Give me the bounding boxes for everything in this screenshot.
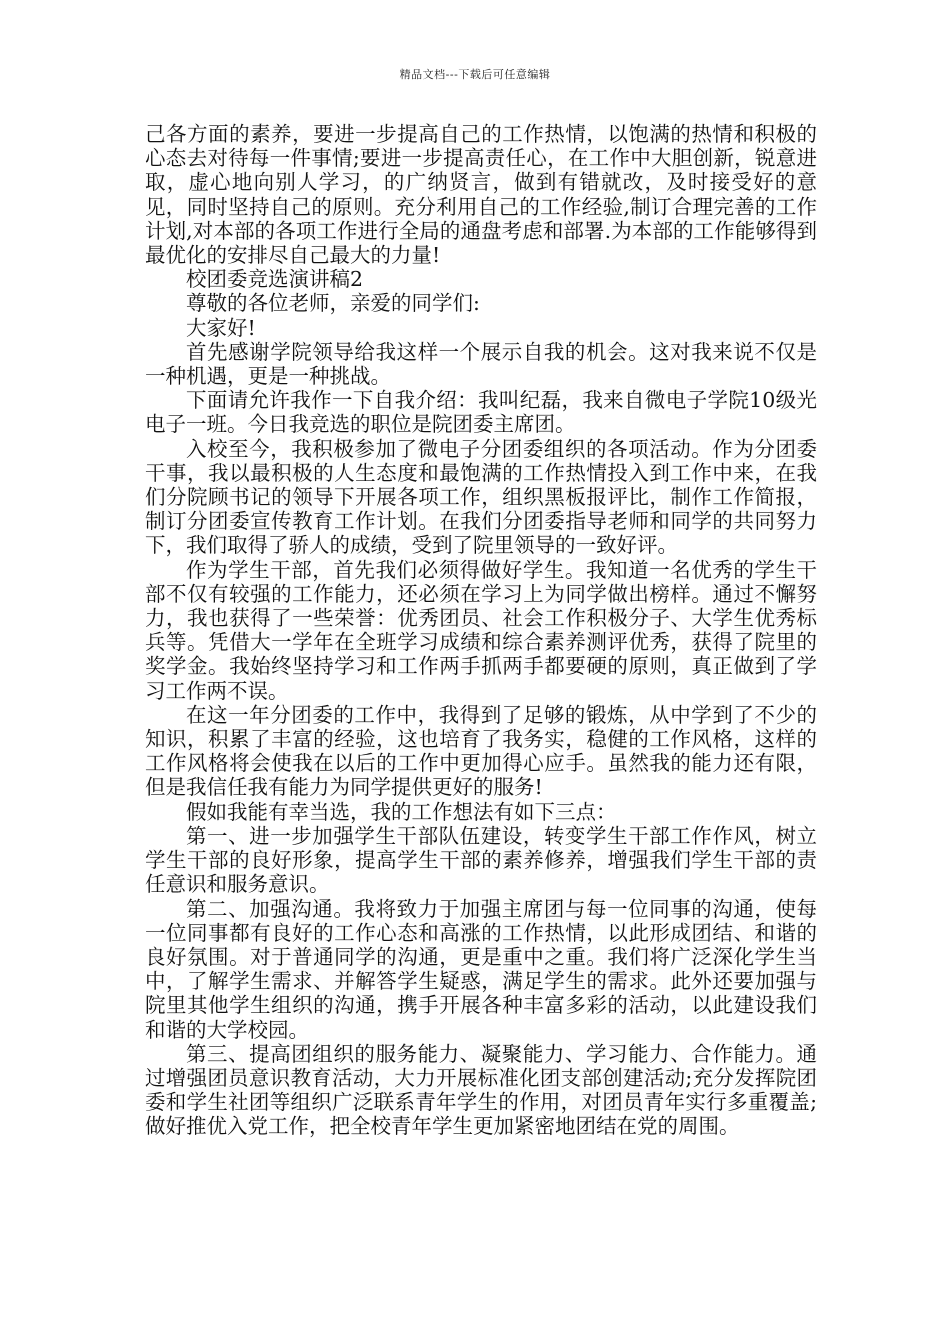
greeting: 大家好! [186, 315, 256, 340]
paragraph-student-leader: 作为学生干部，首先我们必须得做好学生。我知道一名优秀的学生干部不仅有较强的工作能力，还必须在学习上为同学做出榜样。通过不懈努力，我也获得了一些荣誉：优秀团员、社会工作积极分子、大学生优秀标兵等。凭借大一学年在全班学习成绩和综合素养测评优秀，获得了院里的奖学金。我始终坚持学习和工作两手抓两手都要硬的原则，真正做到了学习工作两不误。 [145, 557, 817, 703]
paragraph-experience: 在这一年分团委的工作中，我得到了足够的锻炼，从中学到了不少的知识，积累了丰富的经验，这也培育了我务实，稳健的工作风格，这样的工作风格将会使我在以后的工作中更加得心应手。虽然我的能力还有限，但是我信任我有能力为同学提供更好的服务! [145, 702, 817, 800]
paragraph-continuation: 己各方面的素养，要进一步提高自己的工作热情，以饱满的热情和积极的心态去对待每一件事情;要进一步提高责任心，在工作中大胆创新，锐意进取，虚心地向别人学习，的广纳贤言，做到有错就改，及时接受好的意见，同时坚持自己的原则。充分利用自己的工作经验,制订合理完善的工作计划,对本部的各项工作进行全局的通盘考虑和部署.为本部的工作能够得到最优化的安排尽自己最大的力量! [145, 122, 817, 268]
paragraph-plan-intro: 假如我能有幸当选，我的工作想法有如下三点： [186, 799, 617, 824]
page-header: 精品文档---下载后可任意编辑 [399, 68, 551, 81]
speech-title: 校团委竞选演讲稿2 [186, 267, 364, 292]
paragraph-activities: 入校至今，我积极参加了微电子分团委组织的各项活动。作为分团委干事，我以最积极的人生态度和最饱满的工作热情投入到工作中来，在我们分院顾书记的领导下开展各项工作，组织黑板报评比，制作工作简报，制订分团委宣传教育工作计划。在我们分团委指导老师和同学的共同努力下，我们取得了骄人的成绩，受到了院里领导的一致好评。 [145, 436, 817, 558]
paragraph-self-intro: 下面请允许我作一下自我介绍：我叫纪磊，我来自微电子学院10级光电子一班。今日我竞选的职位是院团委主席团。 [145, 388, 817, 437]
paragraph-thanks: 首先感谢学院领导给我这样一个展示自我的机会。这对我来说不仅是一种机遇，更是一种挑战。 [145, 339, 817, 389]
document-body [145, 122, 817, 1139]
paragraph-point-one: 第一、进一步加强学生干部队伍建设，转变学生干部工作作风，树立学生干部的良好形象，提高学生干部的素养修养，增强我们学生干部的责任意识和服务意识。 [145, 823, 817, 897]
paragraph-point-three: 第三、提高团组织的服务能力、凝聚能力、学习能力、合作能力。通过增强团员意识教育活动，大力开展标准化团支部创建活动;充分发挥院团委和学生社团等组织广泛联系青年学生的作用，对团员青年实行多重覆盖;做好推优入党工作，把全校青年学生更加紧密地团结在党的周围。 [145, 1041, 817, 1139]
salutation: 尊敬的各位老师，亲爱的同学们: [186, 291, 480, 316]
paragraph-point-two: 第二、加强沟通。我将致力于加强主席团与每一位同事的沟通，使每一位同事都有良好的工作心态和高涨的工作热情，以此形成团结、和谐的良好氛围。对于普通同学的沟通，更是重中之重。我们将广泛深化学生当中，了解学生需求、并解答学生疑惑，满足学生的需求。此外还要加强与院里其他学生组织的沟通，携手开展各种丰富多彩的活动，以此建设我们和谐的大学校园。 [145, 896, 817, 1042]
